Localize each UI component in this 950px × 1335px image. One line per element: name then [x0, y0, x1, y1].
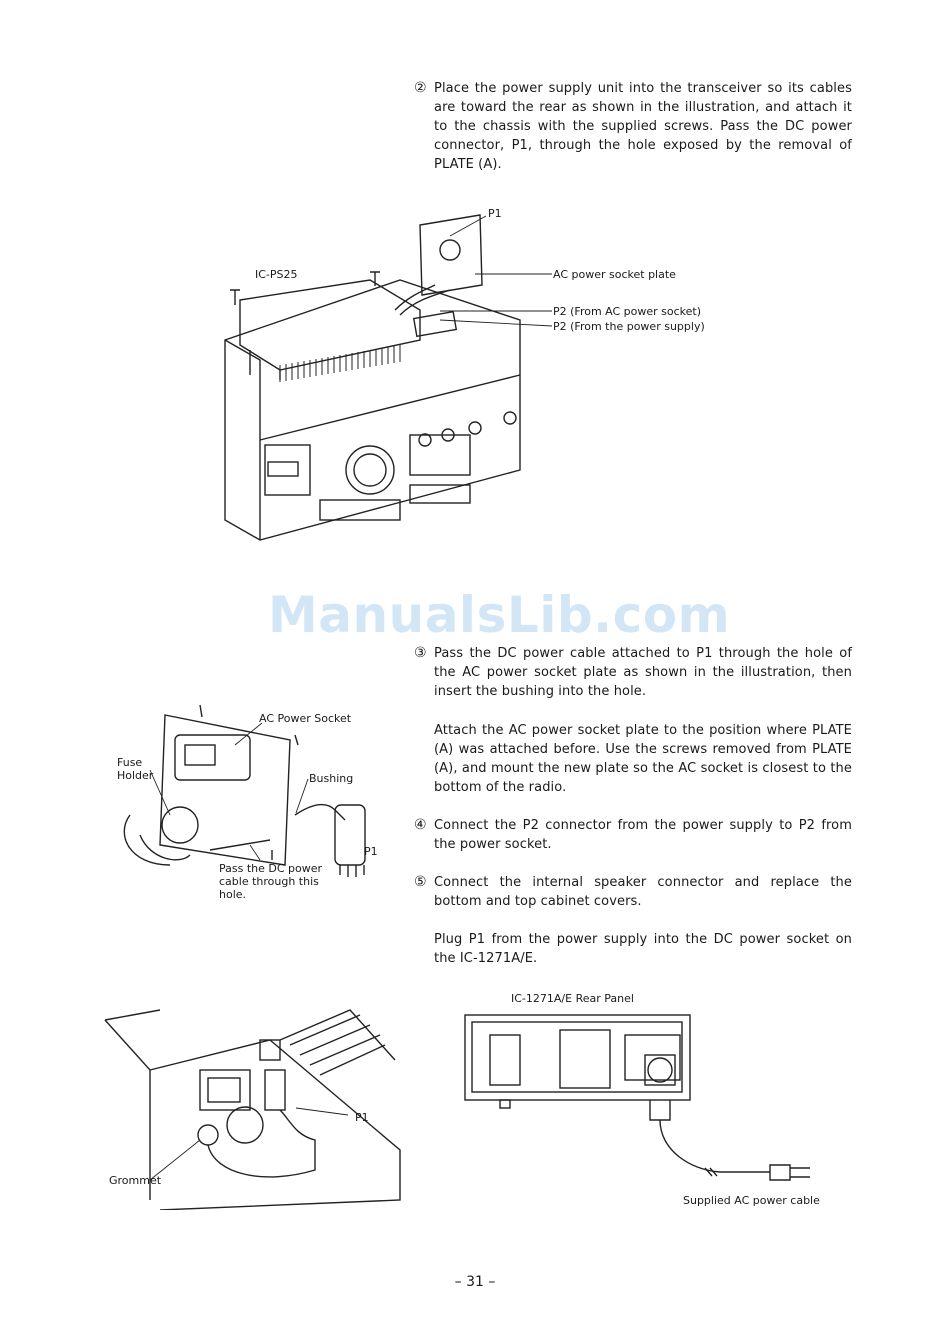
figure1-leader-lines [420, 210, 560, 330]
label-grommet: Grommet [109, 1174, 162, 1187]
step-number: ④ [414, 817, 427, 833]
step-4-paragraph [414, 816, 852, 854]
label-p1-fig2: P1 [364, 845, 378, 858]
step-text: Place the power supply unit into the transceiver so its cables are toward the rear as shown in the illustration, and attach it to the chassis with the supplied screws. Pass the DC power connector, P1, through the hole exposed by the removal of PLATE (A). [434, 81, 852, 172]
step-text: Pass the DC power cable attached to P1 through the hole of the AC power socket plate as shown in the illustration, then insert the bushing into the hole. [434, 646, 852, 699]
step-number: ③ [414, 645, 427, 661]
label-bushing: Bushing [309, 772, 354, 785]
label-p2-from-ac-socket: P2 (From AC power socket) [553, 305, 702, 318]
label-p1-fig3: P1 [355, 1111, 369, 1124]
figure-rear-panel [460, 1010, 840, 1190]
label-fuse-holder: Fuse Holder [117, 756, 154, 782]
step-text-2: Attach the AC power socket plate to the position where PLATE (A) was attached before. Use the screws removed from PLATE (A), and mount the new plate so the AC socket is closest to the bottom of the radio. [434, 723, 852, 795]
step-text: Connect the internal speaker connector and replace the bottom and top cabinet covers. [434, 875, 852, 909]
label-pass-dc-power: Pass the DC power cable through this hole. [219, 862, 323, 901]
step-number: ⑤ [414, 874, 427, 890]
step-text-2: Plug P1 from the power supply into the DC power socket on the IC-1271A/E. [434, 932, 852, 966]
rear-panel-illustration [460, 1010, 840, 1190]
step-2-paragraph [414, 79, 852, 174]
label-supplied-ac-power-cable: Supplied AC power cable [683, 1194, 820, 1207]
step-5-paragraph [414, 873, 852, 911]
step-3-paragraph [414, 644, 852, 701]
step-5-paragraph-2 [434, 930, 852, 968]
page-number: – 31 – [454, 1274, 496, 1290]
step-text: Connect the P2 connector from the power supply to P2 from the power socket. [434, 818, 852, 852]
label-ic-ps25: IC-PS25 [255, 268, 298, 281]
step-number: ② [414, 80, 427, 96]
label-ac-power-socket: AC Power Socket [259, 712, 352, 725]
figure4-title: IC-1271A/E Rear Panel [511, 992, 634, 1005]
watermark: ManualsLib.com [268, 586, 731, 644]
label-ac-power-socket-plate: AC power socket plate [553, 268, 676, 281]
step-3-paragraph-2 [434, 721, 852, 797]
label-p2-from-power-supply: P2 (From the power supply) [553, 320, 705, 333]
label-p1-fig1: P1 [488, 207, 502, 220]
